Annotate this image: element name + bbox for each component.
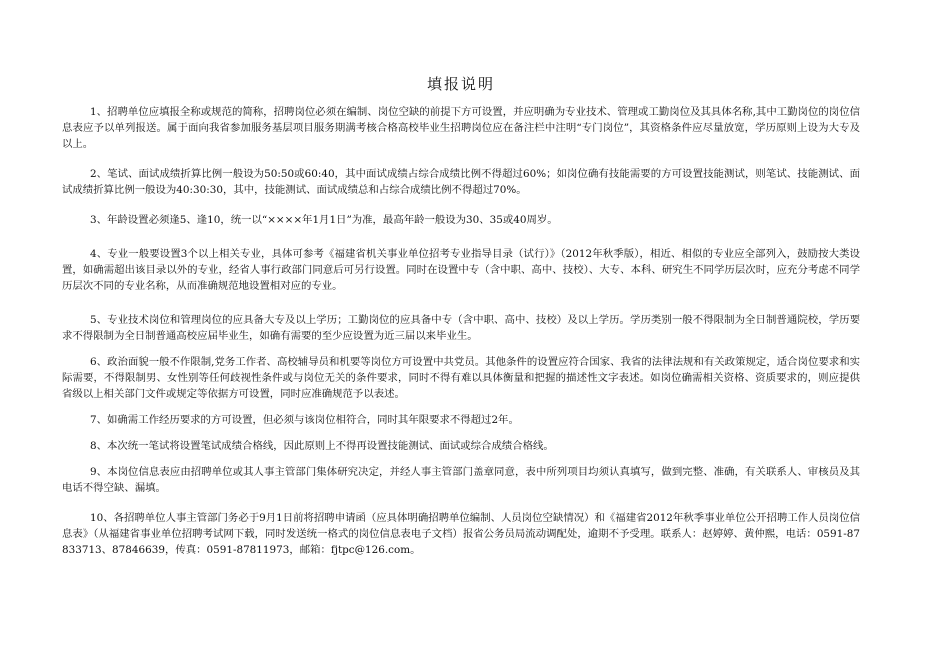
paragraph-8: 8、本次统一笔试将设置笔试成绩合格线，因此原则上不得再设置技能测试、面试或综合成绩合格线。: [90, 440, 554, 452]
paragraph-6: 6、政治面貌一般不作限制,党务工作者、高校辅导员和机要等岗位方可设置中共党员。其他条件的设置应符合国家、我省的法律法规和有关政策规定，适合岗位要求和实际需要，不得限制男、女性别等任何歧视性条件或与岗位无关的条件要求，同时不得有难以具体衡量和把握的描述性文字表述。如岗位确需相关资格、资质要求的，则应提供省级以上相关部门文件或规定等依据方可设置，同时应准确规范予以表述。: [62, 356, 860, 400]
paragraph-3: 3、年龄设置必须逢5、逢10，统一以“××××年1月1日”为准，最高年龄一般设为30、35或40周岁。: [90, 214, 558, 226]
paragraph-2: 2、笔试、面试成绩折算比例一般设为50:50或60:40，其中面试成绩占综合成绩比例不得超过60%；如岗位确有技能需要的方可设置技能测试，则笔试、技能测试、面试成绩折算比例一般设为40:30:30，其中，技能测试、面试成绩总和占综合成绩比例不得超过70%。: [62, 168, 860, 196]
paragraph-1: 1、招聘单位应填报全称或规范的简称，招聘岗位必须在编制、岗位空缺的前提下方可设置，并应明确为专业技术、管理或工勤岗位及其具体名称,其中工勤岗位的岗位信息表应予以单列报送。属于面向我省参加服务基层项目服务期满考核合格高校毕业生招聘岗位应在备注栏中注明“专门岗位”，其资格条件应尽量放宽，学历原则上设为大专及以上。: [62, 106, 860, 150]
paragraph-9: 9、本岗位信息表应由招聘单位或其人事主管部门集体研究决定，并经人事主管部门盖章同意，表中所列项目均须认真填写，做到完整、准确，有关联系人、审核员及其电话不得空缺、漏填。: [62, 466, 860, 494]
page-title: 填报说明: [426, 75, 495, 93]
instructions-page: [62, 74, 860, 558]
paragraph-4: 4、专业一般要设置3个以上相关专业，具体可参考《福建省机关事业单位招考专业指导目录（试行）》（2012年秋季版），相近、相似的专业应全部列入，鼓励按大类设置，如确需超出该目录以外的专业，经省人事行政部门同意后可另行设置。同时在设置中专（含中职、高中、技校）、大专、本科、研究生不同学历层次时，应充分考虑不同学历层次不同的专业名称，从而准确规范地设置相对应的专业。: [62, 248, 860, 292]
paragraph-7: 7、如确需工作经历要求的方可设置，但必须与该岗位相符合，同时其年限要求不得超过2年。: [90, 414, 519, 426]
paragraph-10: 10、各招聘单位人事主管部门务必于9月1日前将招聘申请函（应具体明确招聘单位编制、人员岗位空缺情况）和《福建省2012年秋季事业单位公开招聘工作人员岗位信息表》（从福建省事业单位招聘考试网下载，同时发送统一格式的岗位信息表电子文档）报省公务员局流动调配处，逾期不予受理。联系人：赵婷婷、黄仲熙，电话：0591-87833713、87846639，传真：0591-87811973，邮箱：fjtpc@126.com。: [62, 512, 860, 556]
paragraph-5: 5、专业技术岗位和管理岗位的应具备大专及以上学历；工勤岗位的应具备中专（含中职、高中、技校）及以上学历。学历类别一般不得限制为全日制普通院校，学历要求不得限制为全日制普通高校应届毕业生，如确有需要的至少应设置为近三届以来毕业生。: [62, 314, 860, 342]
